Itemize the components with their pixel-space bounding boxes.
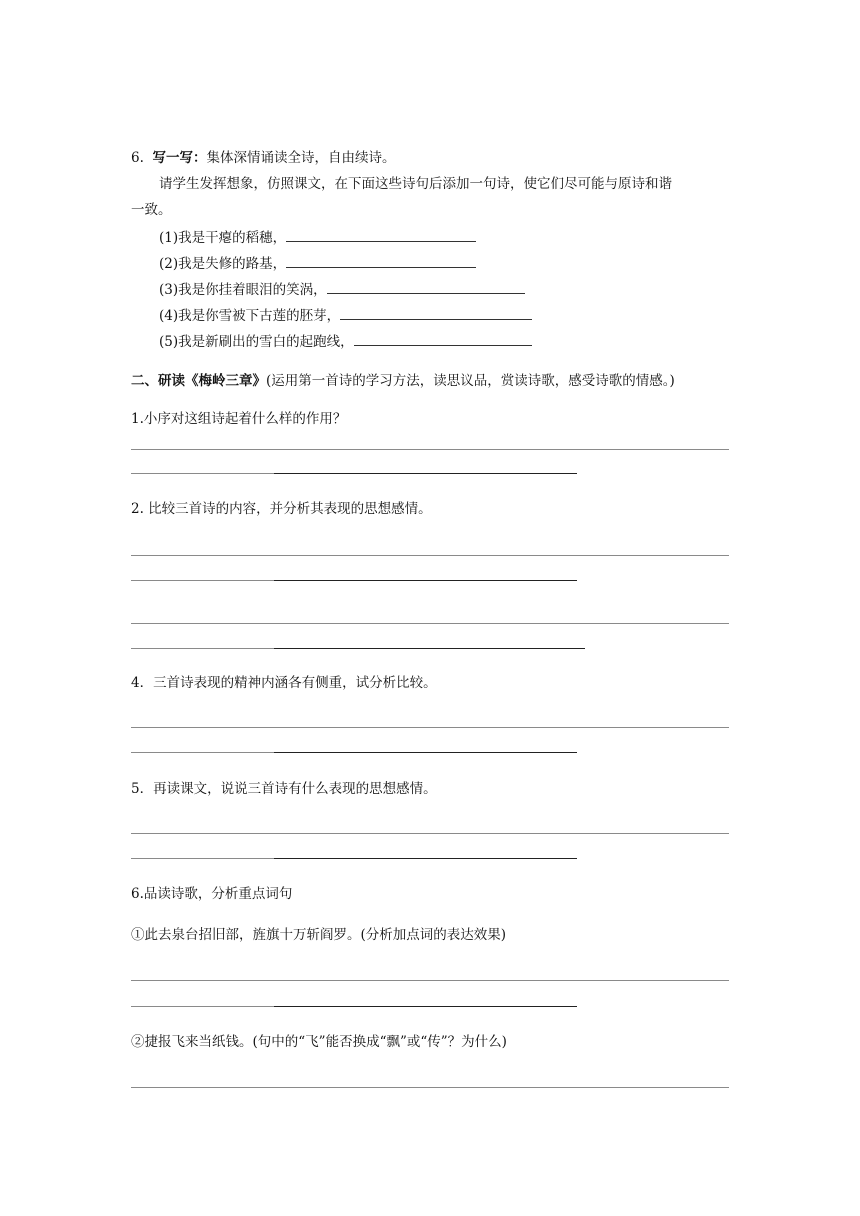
poem-item-text: (1)我是干瘪的稻穗， <box>159 230 287 246</box>
question-6: 6.品读诗歌，分析重点词句 <box>131 886 293 902</box>
answer-line[interactable] <box>131 648 274 649</box>
answer-line[interactable] <box>274 580 577 581</box>
answer-line[interactable] <box>131 1006 274 1007</box>
answer-line[interactable] <box>131 752 274 753</box>
question-1: 1.小序对这组诗起着什么样的作用？ <box>131 411 347 427</box>
poem-item-text: (3)我是你挂着眼泪的笑涡， <box>159 282 327 298</box>
question-5: 5．再读课文，说说三首诗有什么表现的思想感情。 <box>131 781 437 797</box>
poem-item-text: (2)我是失修的路基， <box>159 256 287 272</box>
poem-item-2 <box>159 253 476 273</box>
question-4: 4．三首诗表现的精神内涵各有侧重，试分析比较。 <box>131 675 437 691</box>
answer-blank[interactable] <box>340 305 532 320</box>
answer-line[interactable] <box>131 727 729 728</box>
answer-line[interactable] <box>131 555 729 556</box>
q6-text: 集体深情诵读全诗，自由续诗。 <box>206 150 396 166</box>
poem-item-4 <box>159 305 532 325</box>
poem-item-text: (4)我是你雪被下古莲的胚芽， <box>159 308 341 324</box>
answer-line[interactable] <box>274 752 577 753</box>
section2-heading-title: 二、研读《梅岭三章》 <box>131 373 266 389</box>
answer-blank[interactable] <box>354 331 532 346</box>
poem-item-text: (5)我是新刷出的雪白的起跑线， <box>159 334 354 350</box>
section2-heading-note: (运用第一首诗的学习方法，读思议品，赏读诗歌，感受诗歌的情感。) <box>266 373 675 389</box>
answer-line[interactable] <box>274 648 585 649</box>
poem-item-3 <box>159 279 525 299</box>
answer-line[interactable] <box>274 858 577 859</box>
answer-line[interactable] <box>131 858 274 859</box>
question-6-1: ①此去泉台招旧部，旌旗十万斩阎罗。(分析加点词的表达效果) <box>131 927 507 943</box>
answer-line[interactable] <box>131 623 729 624</box>
answer-line[interactable] <box>131 580 274 581</box>
answer-blank[interactable] <box>286 227 476 242</box>
answer-line[interactable] <box>131 1087 729 1088</box>
q6-number: 6. <box>131 150 144 166</box>
answer-blank[interactable] <box>327 279 525 294</box>
section2-heading <box>131 372 675 390</box>
q6-line <box>131 149 395 167</box>
q6-title: 写一写： <box>152 150 207 166</box>
answer-blank[interactable] <box>286 253 476 268</box>
instruction-line-1: 请学生发挥想象，仿照课文，在下面这些诗句后添加一句诗，使它们尽可能与原诗和谐 <box>159 176 672 192</box>
answer-line[interactable] <box>131 980 729 981</box>
instruction-line-2: 一致。 <box>131 202 172 218</box>
answer-line[interactable] <box>274 1006 577 1007</box>
poem-item-5 <box>159 331 532 351</box>
answer-line[interactable] <box>131 833 729 834</box>
poem-item-1 <box>159 227 476 247</box>
question-2: 2. 比较三首诗的内容，并分析其表现的思想感情。 <box>131 501 432 517</box>
answer-line[interactable] <box>131 449 729 450</box>
answer-line[interactable] <box>131 473 274 474</box>
answer-line[interactable] <box>274 473 577 474</box>
question-6-2: ②捷报飞来当纸钱。(句中的“飞”能否换成“飘”或“传”？为什么) <box>131 1034 507 1050</box>
